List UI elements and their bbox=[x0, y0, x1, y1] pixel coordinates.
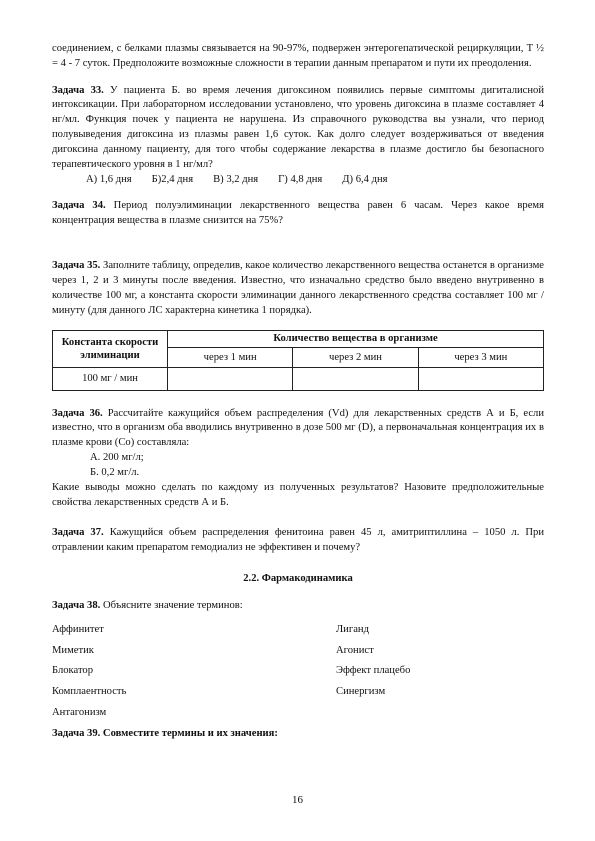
task-35-text bbox=[52, 259, 544, 318]
term-placebo: Эффект плацебо bbox=[336, 665, 411, 677]
task-37 bbox=[52, 526, 544, 556]
task-36 bbox=[52, 407, 544, 511]
table-cell-1min[interactable] bbox=[168, 367, 293, 390]
table-cell-2min[interactable] bbox=[293, 367, 418, 390]
term-affinity: Аффинитет bbox=[52, 623, 104, 635]
task-33 bbox=[52, 84, 544, 188]
task-34-body: Период полуэлиминации лекарственного вещества равен 6 часам. Через какое время концентрация вещества в плазме снизится на 75%? bbox=[52, 200, 544, 227]
page-content bbox=[52, 42, 544, 742]
section-title: 2.2. Фармакодинамика bbox=[243, 573, 353, 585]
term-synergism: Синергизм bbox=[336, 686, 386, 698]
task-39-text: Задача 39. Совместите термины и их значения: bbox=[52, 727, 278, 739]
task-33-label: Задача 33. bbox=[52, 84, 104, 96]
task-33-body: У пациента Б. во время лечения дигоксином появились первые симптомы дигиталисной интоксикации. При лабораторном исследовании установлено, что уровень дигоксина в плазме составляет 4 нг/мл. Функция почек у пациента не нарушена. Из справочного руководства вы узнали, что период полувыведения дигоксина из плазмы равен 1,6 суток. Как долго следует воздерживаться от введения дигоксина данному пациенту, для того чтобы содержание лекарства в плазме достигло бы безопасного терапевтического уровня в 1 нг/мл? bbox=[52, 84, 544, 170]
option-c: В) 3,2 дня bbox=[213, 173, 259, 185]
task-38-label: Задача 38. bbox=[52, 599, 101, 611]
option-d: Г) 4,8 дня bbox=[278, 173, 323, 185]
term-mimetic: Миметик bbox=[52, 644, 94, 656]
task-36-item-a: А. 200 мг/л; bbox=[90, 452, 144, 464]
option-a: А) 1,6 дня bbox=[86, 173, 132, 185]
task-37-text bbox=[52, 526, 544, 556]
term-ligand: Лиганд bbox=[336, 623, 369, 635]
option-b: Б)2,4 дня bbox=[151, 173, 194, 185]
page-number: 16 bbox=[292, 794, 303, 806]
term-compliance: Комплаентность bbox=[52, 686, 127, 698]
task-36-text bbox=[52, 407, 544, 451]
elimination-table bbox=[52, 330, 544, 390]
task-35-label: Задача 35. bbox=[52, 260, 101, 272]
option-e: Д) 6,4 дня bbox=[342, 173, 388, 185]
table-header-constant: Константа скорости элиминации bbox=[53, 331, 168, 367]
task-36-item-b: Б. 0,2 мг/л. bbox=[90, 466, 140, 478]
terms-list bbox=[52, 623, 544, 721]
task-35-body: Заполните таблицу, определив, какое количество лекарственного вещества останется в организме через 1, 2 и 3 минуты после введения. Известно, что изначально средство было введено внутривенно в количестве 100 мг, а константа скорости элиминации данного лекарственного средства составляет 100 мг / минуту (для данного ЛС характерна кинетика 1 порядка). bbox=[52, 260, 544, 316]
table-subheader-3min: через 3 мин bbox=[418, 347, 543, 367]
task-34 bbox=[52, 199, 544, 229]
term-blocker: Блокатор bbox=[52, 665, 94, 677]
task-37-body: Кажущийся объем распределения фенитоина равен 45 л, амитриптиллина – 1050 л. При отравлении каким препаратом гемодиализ не эффективен и почему? bbox=[52, 527, 544, 554]
task-36-question: Какие выводы можно сделать по каждому из полученных результатов? Назовите предположительные свойства лекарственных средств А и Б. bbox=[52, 481, 544, 508]
table-header-amount: Количество вещества в организме bbox=[168, 331, 544, 347]
task-36-body: Рассчитайте кажущийся объем распределения (Vd) для лекарственных средств А и Б, если известно, что в организм оба вводились внутривенно в дозе 500 мг (D), а первоначальная концентрация их в плазме крови (Со) составляла: bbox=[52, 407, 544, 449]
task-33-text bbox=[52, 84, 544, 173]
task-37-label: Задача 37. bbox=[52, 527, 104, 539]
table-row-label: 100 мг / мин bbox=[53, 367, 168, 390]
task-36-label: Задача 36. bbox=[52, 407, 103, 419]
term-antagonism: Антагонизм bbox=[52, 707, 107, 719]
task-35 bbox=[52, 259, 544, 391]
task-34-text bbox=[52, 199, 544, 229]
task-34-label: Задача 34. bbox=[52, 200, 106, 212]
task-38-body: Объясните значение терминов: bbox=[102, 599, 243, 611]
task-38-text bbox=[52, 599, 544, 614]
table-cell-3min[interactable] bbox=[418, 367, 543, 390]
task-33-options bbox=[52, 173, 544, 188]
term-agonist: Агонист bbox=[336, 644, 374, 656]
table-subheader-2min: через 2 мин bbox=[293, 347, 418, 367]
table-subheader-1min: через 1 мин bbox=[168, 347, 293, 367]
task-38 bbox=[52, 599, 544, 721]
intro-paragraph: соединением, с белками плазмы связывается на 90-97%, подвержен энтерогепатической рециркуляции, T ½ = 4 - 7 суток. Предположите возможные сложности в терапии данным препаратом и пути их преодоления. bbox=[52, 43, 544, 69]
